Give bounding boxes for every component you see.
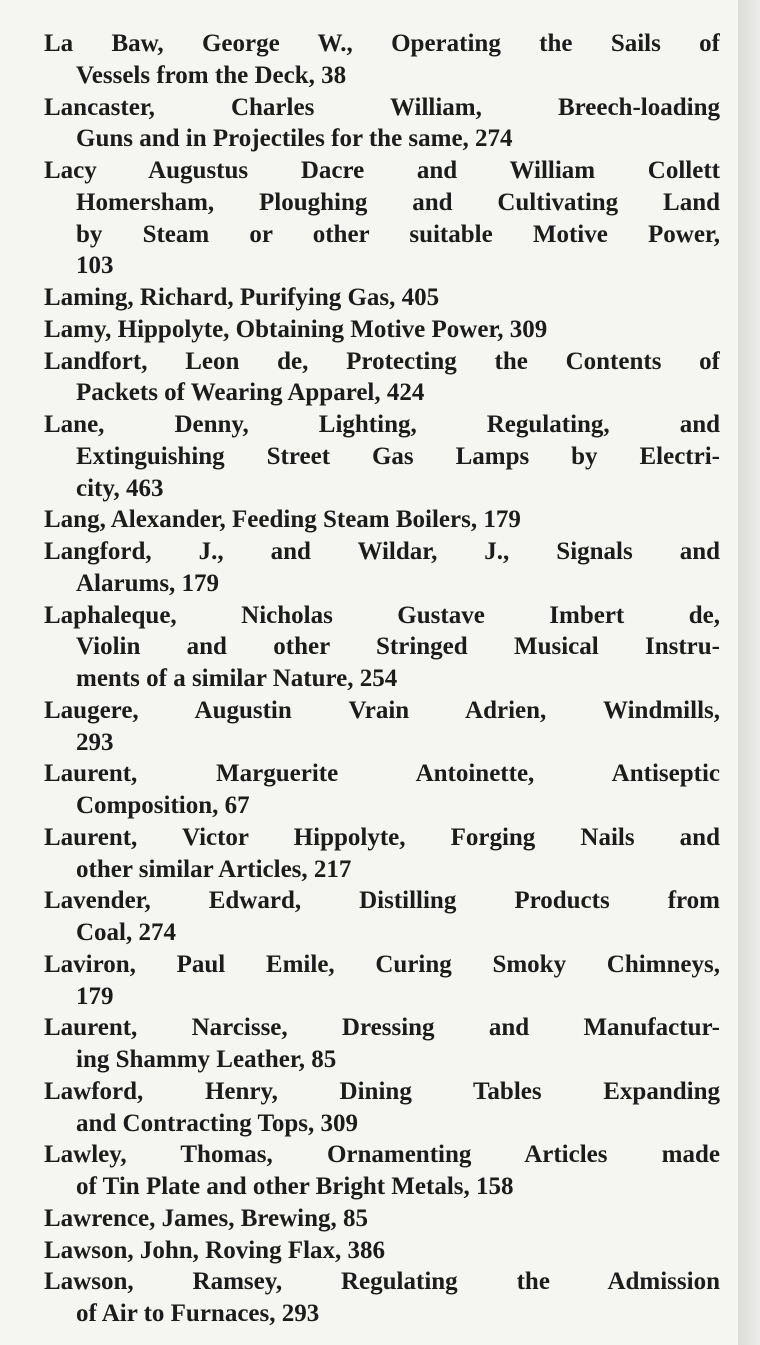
index-entry: [44, 314, 720, 346]
index-entry: [44, 155, 720, 282]
entry-continuation-line: Coal, 274: [76, 919, 176, 946]
index-column: [44, 28, 720, 1330]
entry-heading-line: Lancaster, Charles William, Breech-loading: [44, 93, 720, 121]
entry-continuation-line: Homersham, Ploughing and Cultivating Land: [76, 188, 720, 216]
entry-continuation-line: city, 463: [76, 474, 164, 502]
index-entry: [44, 1203, 720, 1235]
entry-continuation-line: ing Shammy Leather, 85: [76, 1046, 337, 1073]
entry-continuation-line: 293: [76, 728, 114, 756]
index-entry: [44, 600, 720, 695]
entry-heading-line: Laviron, Paul Emile, Curing Smoky Chimneys,: [44, 950, 720, 978]
entry-heading-line: Lane, Denny, Lighting, Regulating, and: [44, 411, 720, 438]
entry-continuation-line: Extinguishing Street Gas Lamps by Electri-: [76, 442, 720, 470]
entry-heading-line: Lawson, John, Roving Flax, 386: [44, 1236, 386, 1264]
entry-heading-line: Lawson, Ramsey, Regulating the Admission: [44, 1268, 720, 1296]
index-entry: [44, 1076, 720, 1140]
entry-continuation-line: ments of a similar Nature, 254: [76, 665, 398, 692]
index-entry: [44, 758, 720, 822]
entry-continuation-line: Vessels from the Deck, 38: [76, 61, 347, 89]
entry-heading-line: Lawford, Henry, Dining Tables Expanding: [44, 1077, 720, 1105]
index-entry: [44, 949, 720, 1013]
page-edge: [738, 0, 760, 1345]
index-entry: [44, 885, 720, 949]
index-entry: [44, 1235, 720, 1267]
entry-heading-line: Lawley, Thomas, Ornamenting Articles made: [44, 1141, 720, 1169]
index-entry: [44, 1139, 720, 1203]
index-entry: [44, 1012, 720, 1076]
entry-continuation-line: and Contracting Tops, 309: [76, 1109, 359, 1137]
entry-continuation-line: 179: [76, 982, 114, 1010]
index-entry: [44, 504, 720, 536]
entry-continuation-line: Guns and in Projectiles for the same, 274: [76, 125, 513, 153]
index-entry: [44, 409, 720, 504]
entry-continuation-line: of Tin Plate and other Bright Metals, 158: [76, 1173, 514, 1200]
entry-heading-line: Lang, Alexander, Feeding Steam Boilers, 179: [44, 506, 521, 534]
entry-heading-line: Langford, J., and Wildar, J., Signals and: [44, 538, 720, 565]
entry-heading-line: Lamy, Hippolyte, Obtaining Motive Power, 309: [44, 315, 548, 343]
entry-continuation-line: Packets of Wearing Apparel, 424: [76, 379, 425, 407]
entry-heading-line: Laming, Richard, Purifying Gas, 405: [44, 284, 440, 311]
entry-continuation-line: by Steam or other suitable Motive Power,: [76, 220, 720, 248]
entry-heading-line: Lacy Augustus Dacre and William Collett: [44, 157, 720, 184]
entry-heading-line: Lawrence, James, Brewing, 85: [44, 1204, 369, 1232]
entry-heading-line: Lavender, Edward, Distilling Products from: [44, 887, 720, 915]
index-entry: [44, 346, 720, 410]
index-entry: [44, 1266, 720, 1330]
entry-heading-line: Laphaleque, Nicholas Gustave Imbert de,: [44, 601, 720, 629]
entry-heading-line: Laurent, Marguerite Antoinette, Antiseptic: [44, 760, 720, 788]
entry-continuation-line: other similar Articles, 217: [76, 855, 352, 883]
index-entry: [44, 695, 720, 759]
entry-heading-line: Laurent, Victor Hippolyte, Forging Nails and: [44, 823, 720, 851]
index-entry: [44, 536, 720, 600]
entry-heading-line: Landfort, Leon de, Protecting the Contents of: [44, 347, 720, 375]
entry-heading-line: La Baw, George W., Operating the Sails of: [44, 30, 720, 57]
index-entry: [44, 822, 720, 886]
entry-continuation-line: Violin and other Stringed Musical Instru-: [76, 633, 720, 661]
entry-continuation-line: Composition, 67: [76, 792, 250, 819]
entry-continuation-line: 103: [76, 252, 114, 280]
index-entry: [44, 92, 720, 156]
entry-heading-line: Laugere, Augustin Vrain Adrien, Windmills,: [44, 696, 720, 724]
entry-continuation-line: Alarums, 179: [76, 569, 220, 597]
index-entry: [44, 28, 720, 92]
entry-heading-line: Laurent, Narcisse, Dressing and Manufactur-: [44, 1014, 720, 1042]
entry-continuation-line: of Air to Furnaces, 293: [76, 1300, 320, 1327]
index-entry: [44, 282, 720, 314]
